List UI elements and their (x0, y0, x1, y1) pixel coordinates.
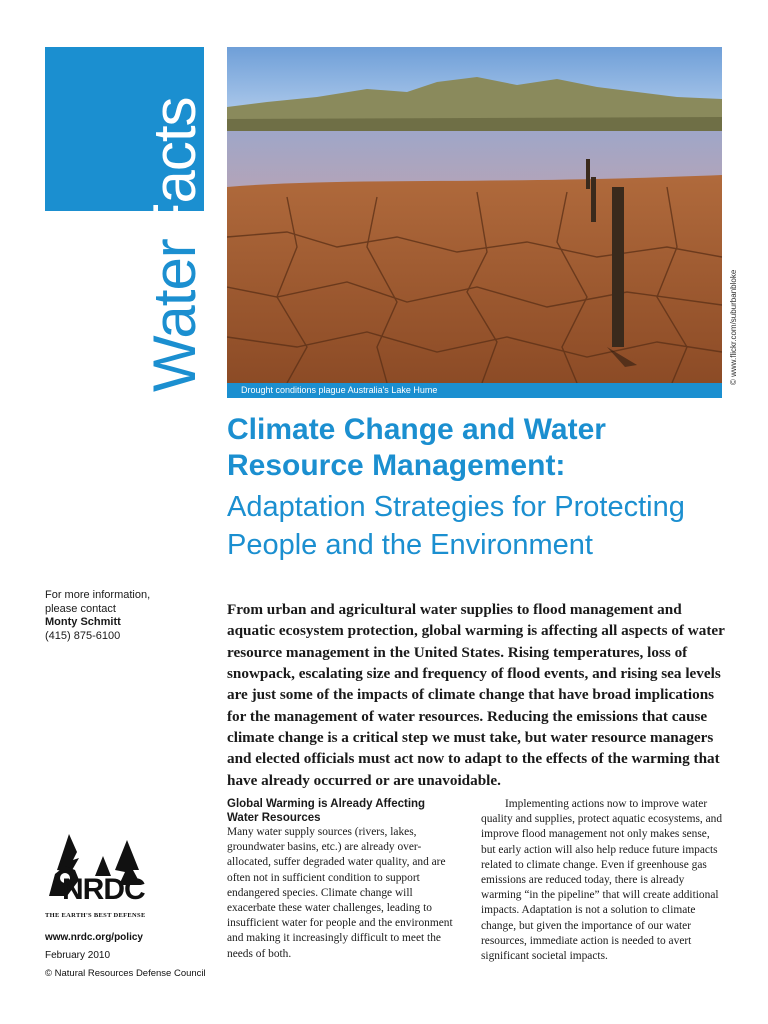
section-heading: Global Warming is Already Affecting Water Resources (227, 798, 426, 824)
org-name: NRDC (62, 873, 145, 906)
contact-intro-line2: please contact (45, 602, 116, 615)
contact-phone: (415) 875-6100 (45, 629, 121, 642)
org-tagline: THE EARTH'S BEST DEFENSE (45, 912, 146, 919)
copyright-notice: © Natural Resources Defense Council (45, 968, 206, 979)
left-column (227, 797, 457, 962)
left-body-text: Many water supply sources (rivers, lakes, groundwater basins, etc.) are already over-allocated, suffer degraded water quality, and are often not in sufficient condition to support endangered species. Climate change will exacerbate these water challenges, leading to insufficient water for people and the environment and making it increasingly difficult to meet the needs of both. (227, 826, 453, 960)
document-subtitle: Adaptation Strategies for Protecting People and the Environment (227, 491, 685, 561)
brand-word-facts: Facts (141, 97, 208, 240)
document-title: Climate Change and Water Resource Management: (227, 413, 606, 482)
policy-link[interactable]: www.nrdc.org/policy (45, 932, 143, 943)
photo-credit: © www.flickr.com/suburbanbloke (729, 269, 738, 385)
hero-photo (227, 47, 722, 383)
brand-title (141, 97, 208, 393)
publication-date: February 2010 (45, 950, 111, 961)
lede-paragraph: From urban and agricultural water supplies to flood management and aquatic ecosystem protection, global warming is affecting all aspects of water resource management in the United States. Rising temperatures, loss of snowpack, escalating size and frequency of flood events, and rising sea levels are just some of the impacts of climate change that have broad implications for the management of water resources. Reducing the emissions that cause climate change is a critical step we must take, but water resource managers and elected officials must act now to adapt to the effects of the warming that have already occurred or are unavoidable. (227, 601, 725, 789)
brand-word-water: Water (141, 239, 208, 392)
right-column (481, 797, 726, 964)
contact-name: Monty Schmitt (45, 616, 121, 628)
contact-info (45, 589, 215, 643)
right-body-text: Implementing actions now to improve water quality and supplies, protect aquatic ecosystems, and improve flood management not only makes sense, but early action will also help reduce future impacts related to climate change. Even if greenhouse gas emissions are reduced today, there is already warming “in the pipeline” that will create additional impacts. Adaptation is not a solution to climate change, but given the importance of our water resources, immediate action is needed to avert significant societal impacts. (481, 798, 723, 963)
photo-caption: Drought conditions plague Australia's Lake Hume (227, 383, 722, 398)
contact-intro-line1: For more information, (45, 589, 151, 601)
